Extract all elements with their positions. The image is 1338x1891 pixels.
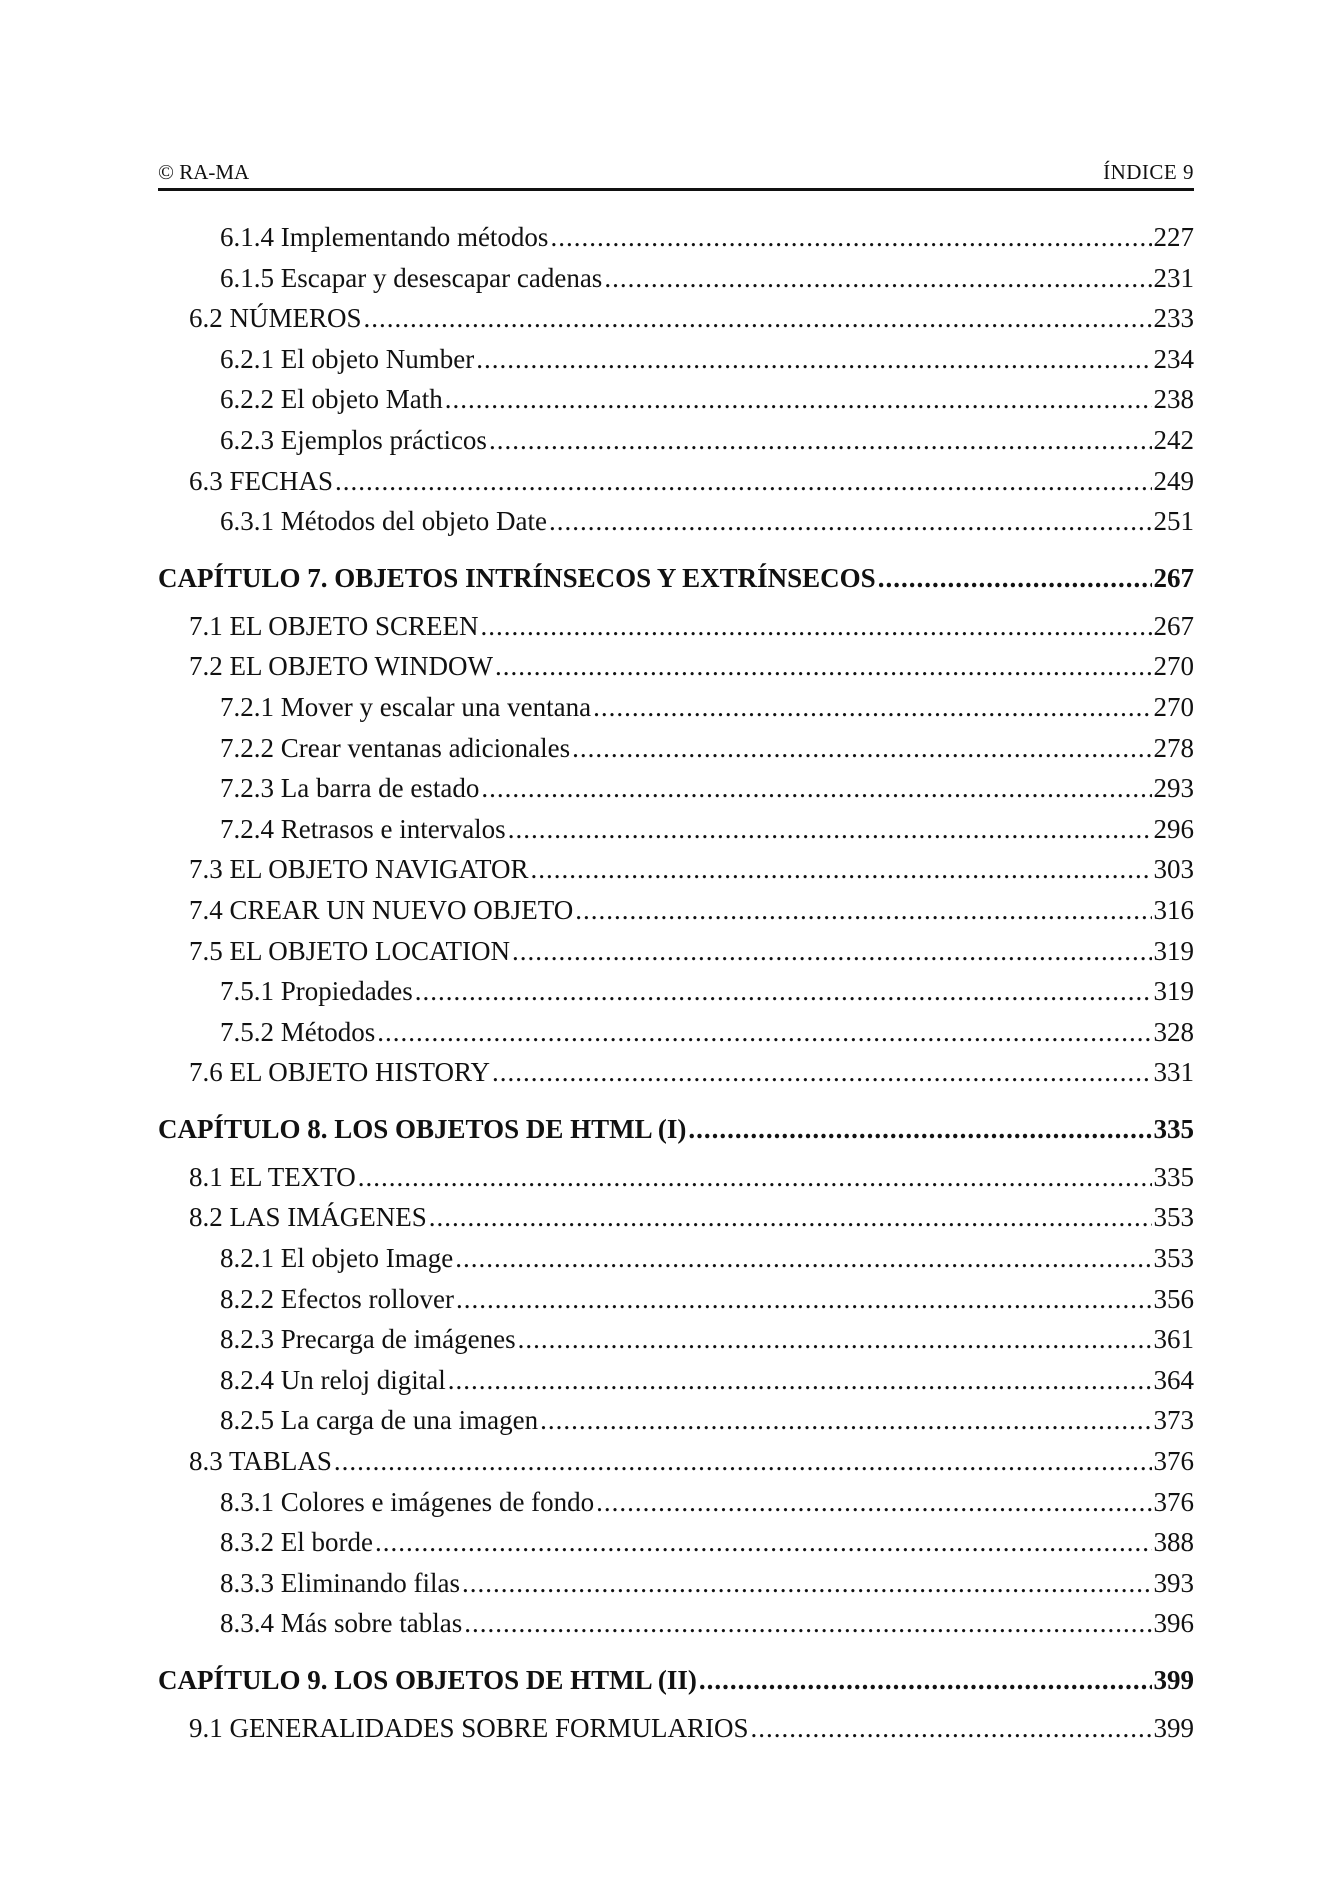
toc-entry (158, 466, 1194, 507)
toc-entry-page-number: 267 (1153, 562, 1194, 593)
toc-entry-page-number: 249 (1153, 465, 1194, 496)
dot-leader (596, 1487, 1151, 1518)
toc-entry-page-number: 328 (1153, 1016, 1194, 1047)
toc-entry (158, 1487, 1194, 1528)
dot-leader (335, 466, 1151, 497)
dot-leader (456, 1284, 1152, 1315)
dot-leader (448, 1365, 1152, 1396)
toc-entry-page-number: 335 (1153, 1113, 1194, 1144)
toc-entry (158, 1713, 1194, 1754)
dot-leader (476, 344, 1151, 375)
toc-entry (158, 814, 1194, 855)
dot-leader (540, 1405, 1151, 1436)
toc-entry-title: 8.2.5 La carga de una imagen (220, 1405, 539, 1436)
toc-entry-page-number: 303 (1153, 854, 1194, 885)
toc-entry-title: 7.2.4 Retrasos e intervalos (220, 813, 506, 844)
dot-leader (415, 976, 1152, 1007)
toc-entry-title: CAPÍTULO 8. LOS OBJETOS DE HTML (I) (158, 1113, 687, 1144)
toc-entry (158, 1243, 1194, 1284)
toc-entry-title: 8.1 EL TEXTO (189, 1161, 356, 1192)
toc-entry (158, 1017, 1194, 1058)
dot-leader (455, 1243, 1151, 1274)
toc-entry-page-number: 270 (1153, 691, 1194, 722)
dot-leader (364, 303, 1152, 334)
toc-entry (158, 384, 1194, 425)
toc-entry-title: 6.3.1 Métodos del objeto Date (220, 506, 547, 537)
dot-leader (518, 1324, 1152, 1355)
toc-entry (158, 692, 1194, 733)
toc-entry-page-number: 331 (1153, 1057, 1194, 1088)
toc-entry-page-number: 396 (1153, 1608, 1194, 1639)
toc-entry-title: 7.2.1 Mover y escalar una ventana (220, 691, 592, 722)
toc-entry-page-number: 356 (1153, 1283, 1194, 1314)
dot-leader (550, 222, 1151, 253)
toc-entry (158, 506, 1194, 547)
toc-entry (158, 222, 1194, 263)
toc-entry (158, 1284, 1194, 1325)
toc-chapter-entry (158, 1098, 1194, 1162)
toc-entry-title: 6.2 NÚMEROS (189, 303, 362, 334)
toc-entry-title: 6.1.5 Escapar y desescapar cadenas (220, 262, 603, 293)
dot-leader (489, 425, 1152, 456)
toc-entry-page-number: 335 (1153, 1161, 1194, 1192)
dot-leader (377, 1017, 1151, 1048)
dot-leader (531, 854, 1152, 885)
toc-entry-title: 8.3.2 El borde (220, 1527, 373, 1558)
toc-entry-page-number: 319 (1153, 935, 1194, 966)
toc-entry-title: 7.2.2 Crear ventanas adicionales (220, 732, 571, 763)
toc-entry-page-number: 316 (1153, 894, 1194, 925)
toc-entry-title: 8.3.1 Colores e imágenes de fondo (220, 1486, 595, 1517)
dot-leader (375, 1527, 1152, 1558)
toc-entry (158, 1324, 1194, 1365)
toc-chapter-entry (158, 547, 1194, 611)
toc-entry (158, 1446, 1194, 1487)
toc-entry-page-number: 393 (1153, 1567, 1194, 1598)
dot-leader (575, 895, 1151, 926)
toc-entry-title: 6.2.1 El objeto Number (220, 343, 475, 374)
toc-entry (158, 1057, 1194, 1098)
toc-entry (158, 1202, 1194, 1243)
toc-entry-title: CAPÍTULO 9. LOS OBJETOS DE HTML (II) (158, 1665, 697, 1695)
dot-leader (512, 936, 1152, 967)
header-section-page: ÍNDICE 9 (1103, 160, 1194, 184)
toc-entry-title: 8.3 TABLAS (189, 1446, 332, 1477)
running-header (158, 158, 1194, 191)
toc-entry-title: 7.5.1 Propiedades (220, 976, 413, 1007)
dot-leader (495, 651, 1152, 682)
header-publisher: © RA-MA (158, 160, 250, 184)
dot-leader (572, 733, 1151, 764)
dot-leader (358, 1162, 1152, 1193)
dot-leader (334, 1446, 1152, 1477)
dot-leader (593, 692, 1151, 723)
dot-leader (445, 384, 1152, 415)
toc-chapter-entry (158, 1649, 1194, 1713)
toc-entry-page-number: 270 (1153, 651, 1194, 682)
dot-leader (481, 611, 1152, 642)
toc-entry-title: 7.4 CREAR UN NUEVO OBJETO (189, 894, 574, 925)
toc-entry-title: 9.1 GENERALIDADES SOBRE FORMULARIOS (189, 1713, 749, 1743)
toc-entry-page-number: 231 (1153, 262, 1194, 293)
table-of-contents (158, 222, 1194, 1754)
toc-entry-title: 8.3.4 Más sobre tablas (220, 1608, 463, 1639)
toc-entry (158, 733, 1194, 774)
toc-entry (158, 895, 1194, 936)
toc-entry (158, 263, 1194, 304)
toc-entry-title: 8.2.3 Precarga de imágenes (220, 1324, 516, 1355)
toc-entry-title: 7.6 EL OBJETO HISTORY (189, 1057, 491, 1088)
toc-entry-title: 8.2.2 Efectos rollover (220, 1283, 454, 1314)
toc-entry-page-number: 234 (1153, 343, 1194, 374)
toc-entry-title: 7.5.2 Métodos (220, 1016, 376, 1047)
toc-entry-page-number: 242 (1153, 424, 1194, 455)
toc-entry (158, 1608, 1194, 1649)
dot-leader (462, 1568, 1152, 1599)
toc-entry-page-number: 353 (1153, 1202, 1194, 1233)
dot-leader (604, 263, 1151, 294)
toc-entry (158, 1527, 1194, 1568)
toc-entry-title: 8.2.4 Un reloj digital (220, 1364, 446, 1395)
toc-entry-title: 8.2 LAS IMÁGENES (189, 1202, 427, 1233)
toc-entry-page-number: 376 (1153, 1446, 1194, 1477)
toc-entry-title: 6.1.4 Implementando métodos (220, 222, 549, 252)
toc-entry-page-number: 293 (1153, 773, 1194, 804)
toc-entry-page-number: 364 (1153, 1364, 1194, 1395)
toc-entry (158, 1568, 1194, 1609)
toc-entry-title: 6.2.2 El objeto Math (220, 384, 443, 415)
toc-entry-page-number: 227 (1153, 222, 1194, 252)
toc-entry-page-number: 388 (1153, 1527, 1194, 1558)
toc-entry (158, 976, 1194, 1017)
toc-entry (158, 425, 1194, 466)
toc-entry (158, 854, 1194, 895)
toc-entry-page-number: 238 (1153, 384, 1194, 415)
toc-entry (158, 344, 1194, 385)
toc-entry-page-number: 278 (1153, 732, 1194, 763)
dot-leader (751, 1713, 1152, 1744)
dot-leader (429, 1202, 1152, 1233)
toc-entry-title: CAPÍTULO 7. OBJETOS INTRÍNSECOS Y EXTRÍNSECOS (158, 562, 876, 593)
toc-entry-title: 7.3 EL OBJETO NAVIGATOR (189, 854, 529, 885)
toc-entry-page-number: 399 (1153, 1713, 1194, 1743)
dot-leader (878, 563, 1152, 594)
dot-leader (481, 773, 1151, 804)
toc-entry-title: 6.3 FECHAS (189, 465, 334, 496)
toc-entry-title: 7.1 EL OBJETO SCREEN (189, 610, 479, 641)
toc-entry-page-number: 361 (1153, 1324, 1194, 1355)
dot-leader (549, 506, 1152, 537)
toc-entry (158, 1405, 1194, 1446)
toc-entry-title: 7.5 EL OBJETO LOCATION (189, 935, 510, 966)
toc-entry-page-number: 233 (1153, 303, 1194, 334)
toc-entry (158, 651, 1194, 692)
toc-entry-page-number: 373 (1153, 1405, 1194, 1436)
toc-entry-page-number: 376 (1153, 1486, 1194, 1517)
toc-entry-title: 6.2.3 Ejemplos prácticos (220, 424, 487, 455)
toc-entry-page-number: 353 (1153, 1243, 1194, 1274)
toc-entry (158, 1162, 1194, 1203)
toc-entry (158, 936, 1194, 977)
dot-leader (688, 1114, 1151, 1145)
dot-leader (464, 1608, 1151, 1639)
toc-entry (158, 611, 1194, 652)
toc-entry-page-number: 267 (1153, 610, 1194, 641)
toc-entry-title: 7.2 EL OBJETO WINDOW (189, 651, 493, 682)
toc-entry (158, 303, 1194, 344)
toc-entry-title: 8.2.1 El objeto Image (220, 1243, 454, 1274)
toc-entry-page-number: 296 (1153, 813, 1194, 844)
toc-entry-page-number: 399 (1153, 1665, 1194, 1695)
dot-leader (699, 1665, 1152, 1696)
toc-entry (158, 773, 1194, 814)
toc-entry-title: 7.2.3 La barra de estado (220, 773, 480, 804)
toc-entry-page-number: 251 (1153, 506, 1194, 537)
dot-leader (492, 1057, 1151, 1088)
toc-entry (158, 1365, 1194, 1406)
toc-entry-page-number: 319 (1153, 976, 1194, 1007)
toc-entry-title: 8.3.3 Eliminando filas (220, 1567, 460, 1598)
dot-leader (508, 814, 1152, 845)
